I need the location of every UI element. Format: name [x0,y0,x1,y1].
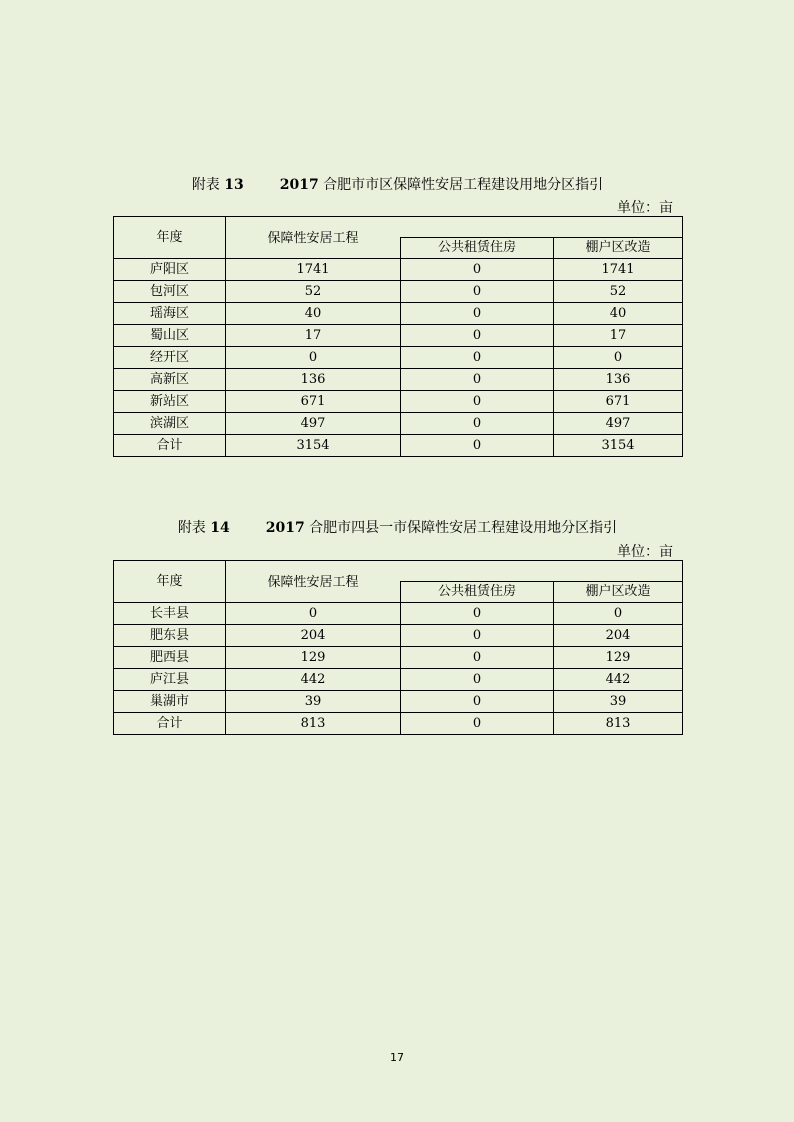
housing-total-cell: 0 [226,347,401,369]
housing-total-cell: 1741 [226,259,401,281]
housing-total-cell: 813 [226,713,401,735]
table-14-year: 2017 [265,520,305,536]
row-name-cell: 瑶海区 [114,303,226,325]
table-14-label: 附表 [177,520,206,536]
shantytown-cell: 204 [554,625,683,647]
table-row [114,413,683,435]
header-year: 年度 [114,561,226,603]
housing-total-cell: 39 [226,691,401,713]
housing-total-cell: 136 [226,369,401,391]
table-row [114,603,683,625]
table-row [114,347,683,369]
table-row [114,303,683,325]
shantytown-cell: 671 [554,391,683,413]
table-14-caption [113,517,682,537]
header-blank [401,561,683,582]
table-row [114,647,683,669]
shantytown-cell: 442 [554,669,683,691]
header-shantytown: 棚户区改造 [554,238,683,259]
housing-total-cell: 3154 [226,435,401,457]
row-name-cell: 包河区 [114,281,226,303]
table-13-label: 附表 [191,177,220,193]
housing-total-cell: 52 [226,281,401,303]
row-name-cell: 庐阳区 [114,259,226,281]
public-rental-cell: 0 [401,369,554,391]
table-13-year: 2017 [279,177,319,193]
row-name-cell: 庐江县 [114,669,226,691]
housing-total-cell: 0 [226,603,401,625]
public-rental-cell: 0 [401,713,554,735]
public-rental-cell: 0 [401,347,554,369]
header-shantytown: 棚户区改造 [554,582,683,603]
table-14 [113,560,683,735]
table-row [114,691,683,713]
table-row [114,435,683,457]
housing-total-cell: 40 [226,303,401,325]
table-14-number: 14 [210,520,230,536]
housing-total-cell: 204 [226,625,401,647]
table-row [114,669,683,691]
row-name-cell: 合计 [114,435,226,457]
table-row [114,281,683,303]
header-housing-project: 保障性安居工程 [226,561,401,603]
table-row [114,259,683,281]
housing-total-cell: 442 [226,669,401,691]
public-rental-cell: 0 [401,259,554,281]
table-13-number: 13 [224,177,244,193]
shantytown-cell: 52 [554,281,683,303]
shantytown-cell: 40 [554,303,683,325]
row-name-cell: 蜀山区 [114,325,226,347]
table-14-title: 合肥市四县一市保障性安居工程建设用地分区指引 [309,520,618,536]
public-rental-cell: 0 [401,669,554,691]
header-public-rental: 公共租赁住房 [401,582,554,603]
header-housing-project: 保障性安居工程 [226,217,401,259]
shantytown-cell: 813 [554,713,683,735]
row-name-cell: 新站区 [114,391,226,413]
table-row [114,369,683,391]
public-rental-cell: 0 [401,435,554,457]
public-rental-cell: 0 [401,325,554,347]
row-name-cell: 长丰县 [114,603,226,625]
table-row [114,625,683,647]
housing-total-cell: 671 [226,391,401,413]
row-name-cell: 肥东县 [114,625,226,647]
header-blank [401,217,683,238]
public-rental-cell: 0 [401,625,554,647]
shantytown-cell: 0 [554,603,683,625]
public-rental-cell: 0 [401,603,554,625]
shantytown-cell: 136 [554,369,683,391]
public-rental-cell: 0 [401,647,554,669]
shantytown-cell: 3154 [554,435,683,457]
table-14-unit: 单位：亩 [617,544,673,560]
header-year: 年度 [114,217,226,259]
shantytown-cell: 129 [554,647,683,669]
table-13 [113,216,683,457]
table-13-caption [113,174,682,194]
shantytown-cell: 1741 [554,259,683,281]
public-rental-cell: 0 [401,281,554,303]
table-row [114,713,683,735]
table-13-title: 合肥市市区保障性安居工程建设用地分区指引 [323,177,604,193]
shantytown-cell: 0 [554,347,683,369]
public-rental-cell: 0 [401,391,554,413]
table-13-unit: 单位：亩 [617,200,673,216]
page-number: 17 [390,1051,404,1064]
public-rental-cell: 0 [401,691,554,713]
shantytown-cell: 17 [554,325,683,347]
row-name-cell: 经开区 [114,347,226,369]
row-name-cell: 巢湖市 [114,691,226,713]
housing-total-cell: 17 [226,325,401,347]
housing-total-cell: 129 [226,647,401,669]
header-public-rental: 公共租赁住房 [401,238,554,259]
shantytown-cell: 39 [554,691,683,713]
housing-total-cell: 497 [226,413,401,435]
row-name-cell: 肥西县 [114,647,226,669]
row-name-cell: 高新区 [114,369,226,391]
row-name-cell: 合计 [114,713,226,735]
public-rental-cell: 0 [401,303,554,325]
table-row [114,325,683,347]
shantytown-cell: 497 [554,413,683,435]
public-rental-cell: 0 [401,413,554,435]
table-row [114,391,683,413]
row-name-cell: 滨湖区 [114,413,226,435]
